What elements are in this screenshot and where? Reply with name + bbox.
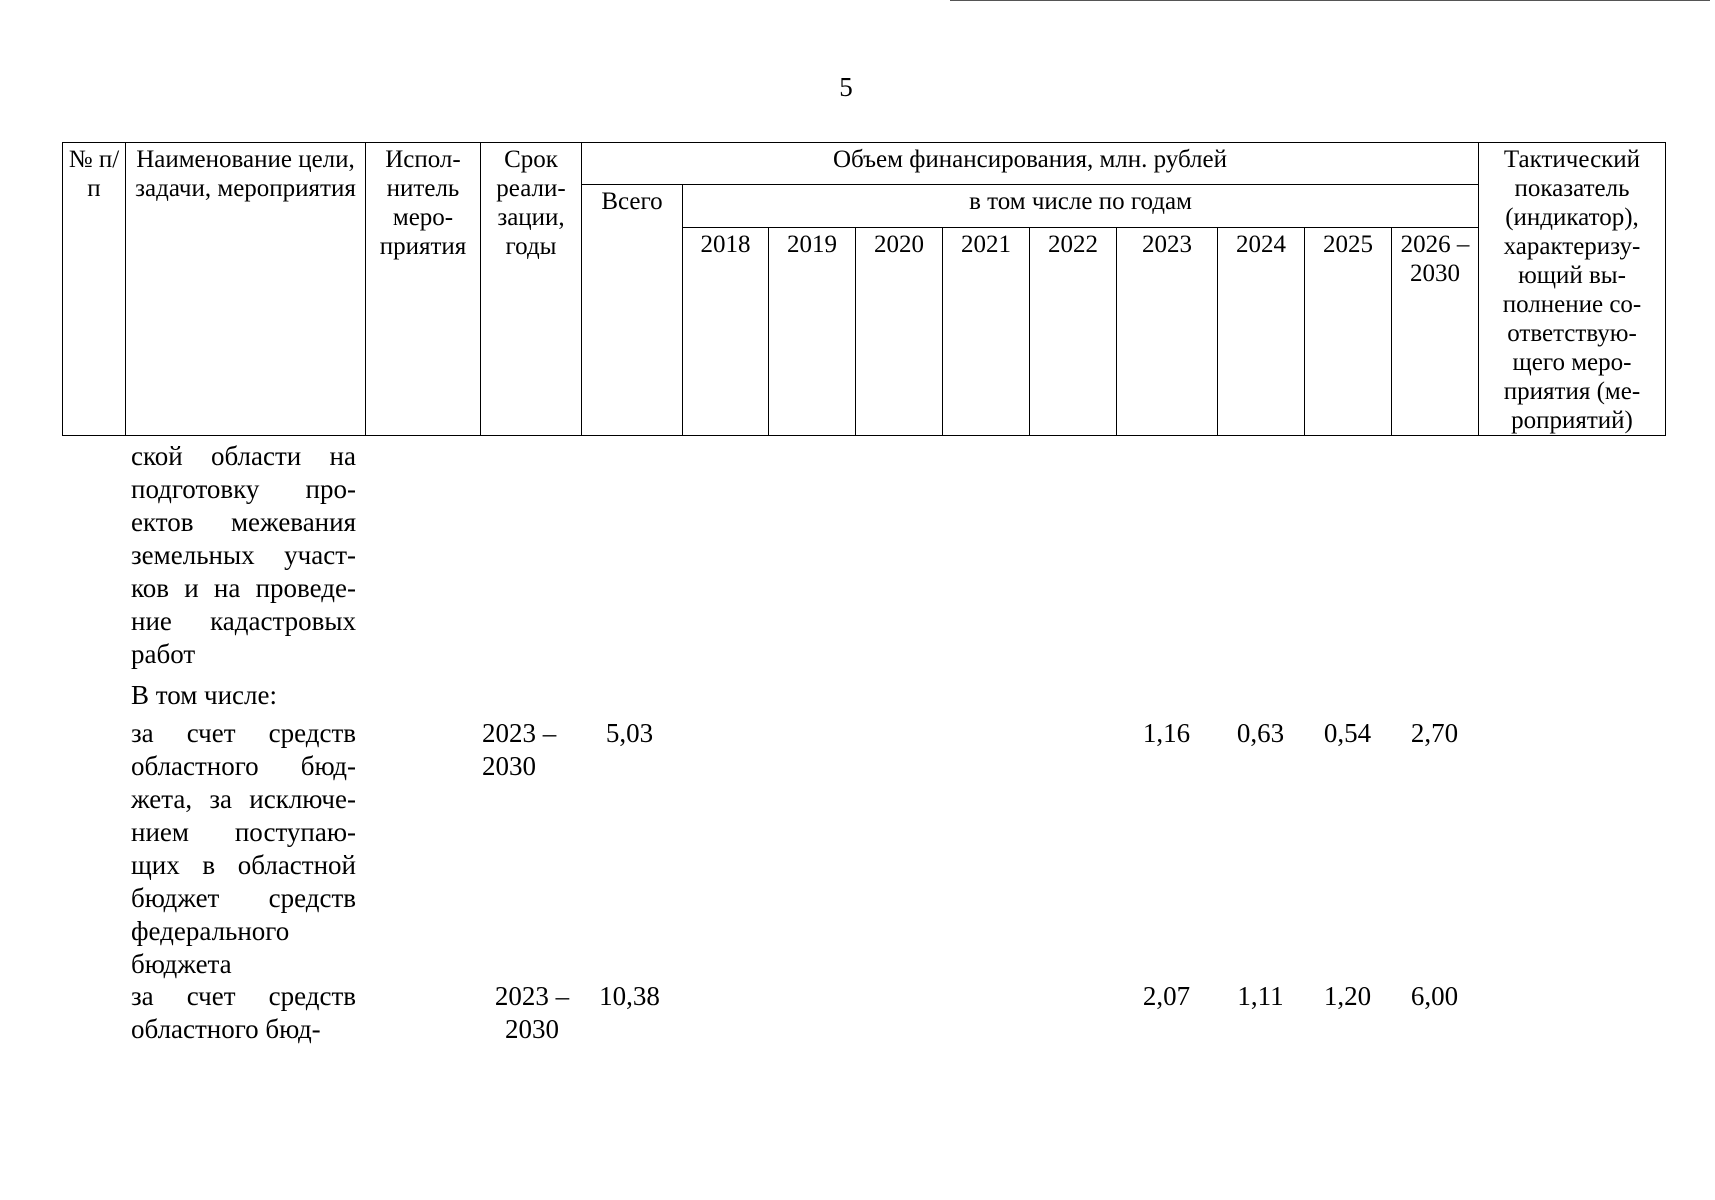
- row-3-year-2025: 0,54: [1323, 718, 1372, 748]
- header-year-2026-2030: 2026 – 2030: [1392, 228, 1479, 436]
- row-3-year-2023: 1,16: [1142, 718, 1191, 748]
- row-3-term: 2023 – 2030: [482, 718, 557, 781]
- header-col-number: № п/п: [63, 143, 126, 436]
- row-3-name: за счет средств областного бюд-жета, за исключе-нием поступаю-щих в областной бюджет средств федерального бюджета: [131, 718, 356, 979]
- header-col-total: Всего: [582, 185, 683, 436]
- header-year-2023: 2023: [1117, 228, 1218, 436]
- header-year-2022: 2022: [1030, 228, 1117, 436]
- row-3-total: 5,03: [605, 718, 654, 748]
- row-4-year-2024: 1,11: [1237, 981, 1284, 1011]
- header-col-executor: Испол-нитель меро-приятия: [366, 143, 481, 436]
- header-col-by-years: в том числе по годам: [683, 185, 1479, 228]
- header-year-2020: 2020: [856, 228, 943, 436]
- header-col-term: Срок реали-зации, годы: [481, 143, 582, 436]
- table-header: [62, 142, 1666, 436]
- row-4-year-2025: 1,20: [1323, 981, 1372, 1011]
- header-year-2021: 2021: [943, 228, 1030, 436]
- header-year-2019: 2019: [769, 228, 856, 436]
- row-3-year-2024: 0,63: [1236, 718, 1285, 748]
- header-col-name: Наименование цели, задачи, мероприятия: [126, 143, 366, 436]
- row-2-name: В том числе:: [131, 680, 277, 710]
- row-4-year-2026-2030: 6,00: [1410, 981, 1459, 1011]
- row-4-name: за счет средств областного бюд-: [131, 981, 356, 1044]
- page-number: 5: [839, 72, 853, 102]
- row-1-name: ской области на подготовку про-ектов межевания земельных участ-ков и на проведе-ние кадастровых работ: [131, 441, 356, 669]
- scan-top-rule: [950, 0, 1710, 1]
- row-4-term: 2023 – 2030: [494, 981, 570, 1044]
- header-year-2018: 2018: [683, 228, 769, 436]
- header-year-2025: 2025: [1305, 228, 1392, 436]
- header-col-funding: Объем финансирования, млн. рублей: [582, 143, 1479, 185]
- header-col-indicator: Тактический показатель (индикатор), характеризу-ющий вы-полнение со-ответствую-щего меро-приятия (ме-роприятий): [1479, 143, 1666, 436]
- row-3-year-2026-2030: 2,70: [1410, 718, 1459, 748]
- row-4-year-2023: 2,07: [1142, 981, 1191, 1011]
- row-4-total: 10,38: [599, 981, 660, 1011]
- header-year-2024: 2024: [1218, 228, 1305, 436]
